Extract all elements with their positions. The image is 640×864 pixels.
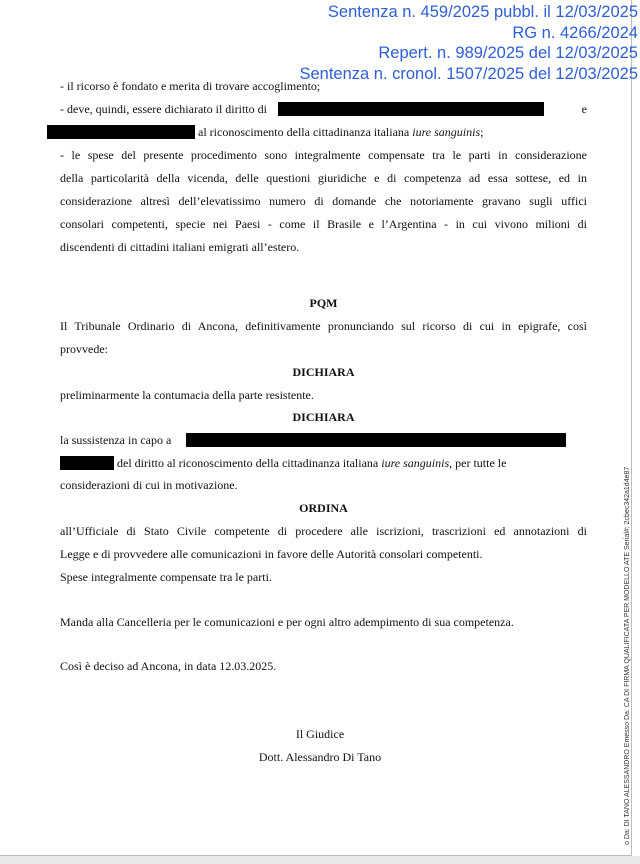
redaction-bar xyxy=(186,433,566,447)
pqm-ordina-l2: Legge e di provvedere alle comunicazioni in favore delle Autorità consolari competenti. xyxy=(60,547,483,561)
paragraph-spese-l2: della particolarità della vicenda, delle questioni giuridiche e di competenza ad essa sottese, ed in xyxy=(60,171,587,185)
text-segment: al riconoscimento della cittadinanza italiana xyxy=(198,125,410,139)
text-segment: ; xyxy=(480,125,484,139)
paragraph-spese-l3: considerazione altresì dell’elevatissimo numero di domande che notoriamente gravano sugli uffici xyxy=(60,194,587,208)
stamp-sentenza: Sentenza n. 459/2025 pubbl. il 12/03/2025 xyxy=(327,3,638,21)
pqm-intro-l1: Il Tribunale Ordinario di Ancona, definitivamente pronunciando sul ricorso di cui in epigrafe, così xyxy=(60,319,587,333)
pqm-spese: Spese integralmente compensate tra le parti. xyxy=(60,570,272,584)
pqm-ordina-l1: all’Ufficiale di Stato Civile competente di procedere alle iscrizioni, trascrizioni ed annotazioni di xyxy=(60,524,587,538)
italic-term: iure sanguinis xyxy=(381,456,450,470)
stamp-cronol: Sentenza n. cronol. 1507/2025 del 12/03/2025 xyxy=(299,64,638,83)
stamp-repert: Repert. n. 989/2025 del 12/03/2025 xyxy=(378,44,638,62)
paragraph-diritto-line1 xyxy=(60,102,587,116)
text-segment: e xyxy=(581,102,587,116)
pqm-intro-l2: provvede: xyxy=(60,342,108,356)
signature-title: Il Giudice xyxy=(295,727,345,741)
paragraph-spese-l5: discendenti di cittadini italiani emigrati all’estero. xyxy=(60,240,300,254)
paragraph-diritto-line2 xyxy=(47,125,484,139)
pqm-contumacia: preliminarmente la contumacia della parte resistente. xyxy=(60,388,314,402)
stamp-rg: RG n. 4266/2024 xyxy=(512,23,638,42)
pqm-sussistenza-l3: considerazioni di cui in motivazione. xyxy=(60,478,238,492)
redaction-bar xyxy=(47,125,195,139)
pqm-sussistenza-l1 xyxy=(60,433,587,447)
text-segment: la sussistenza in capo a xyxy=(60,433,172,447)
paragraph-spese-l1: - le spese del presente procedimento sono integralmente compensate tra le parti in considerazione xyxy=(60,148,587,162)
heading-pqm: PQM xyxy=(309,296,338,310)
redaction-bar xyxy=(278,102,544,116)
pqm-deciso: Così è deciso ad Ancona, in data 12.03.2025. xyxy=(60,659,277,673)
digital-signature-band: o Da: DI TANO ALESSANDRO Emesso Da: CA DI FIRMA QUALIFICATA PER MODELLO ATE Serial#: 2cbec342a1d4e87 xyxy=(624,466,631,845)
redaction-bar xyxy=(60,456,114,470)
registry-stamp xyxy=(299,2,638,84)
pqm-sussistenza-l2 xyxy=(60,456,587,470)
heading-dichiara-2: DICHIARA xyxy=(292,410,355,424)
text-segment: - deve, quindi, essere dichiarato il diritto di xyxy=(60,102,267,116)
paragraph-spese-l4: consolari competenti, specie nei Paesi - come il Brasile e l’Argentina - in cui vivono milioni di xyxy=(60,217,587,231)
heading-ordina: ORDINA xyxy=(299,501,348,515)
paragraph-ricorso: - il ricorso è fondato e merita di trovare accoglimento; xyxy=(60,79,321,93)
text-segment: , per tutte le xyxy=(449,456,507,470)
italic-term: iure sanguinis xyxy=(412,125,481,139)
text-segment: del diritto al riconoscimento della cittadinanza italiana xyxy=(117,456,379,470)
pqm-manda: Manda alla Cancelleria per le comunicazioni e per ogni altro adempimento di sua competenza. xyxy=(60,615,514,629)
signature-name: Dott. Alessandro Di Tano xyxy=(258,750,382,764)
heading-dichiara-1: DICHIARA xyxy=(292,365,355,379)
viewer-bottom-strip xyxy=(0,856,640,864)
